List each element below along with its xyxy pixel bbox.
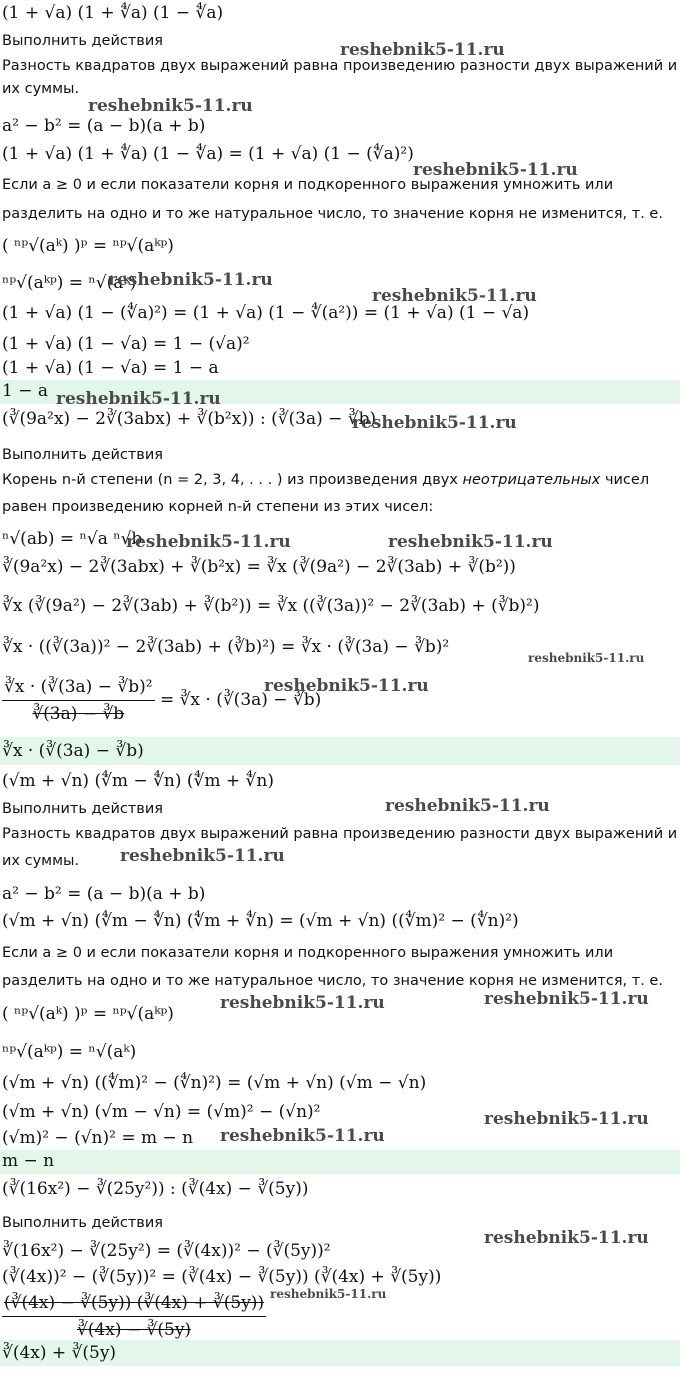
fraction-denominator: ∛(3a) − ∛b xyxy=(32,704,125,724)
formula: ( ⁿᵖ√(aᵏ) )ᵖ = ⁿᵖ√(aᵏᵖ) xyxy=(2,1004,174,1024)
fraction-denominator: ∛(4x) − ∛(5y) xyxy=(77,1320,192,1340)
watermark: reshebnik5-11.ru xyxy=(528,651,645,665)
rule-text-cont: разделить на одно и то же натуральное число, то значение корня не изменится, т. е. xyxy=(2,206,663,222)
fraction xyxy=(2,676,155,725)
solution-step: (√m + √n) (√m − √n) = (√m)² − (√n)² xyxy=(2,1102,321,1122)
fraction-result: = ∛x · (∛(3a) − ∛b) xyxy=(159,690,322,710)
watermark: reshebnik5-11.ru xyxy=(56,389,221,409)
answer: ∛x · (∛(3a) − ∛b) xyxy=(0,737,680,765)
watermark: reshebnik5-11.ru xyxy=(413,160,578,180)
formula: ( ⁿᵖ√(aᵏ) )ᵖ = ⁿᵖ√(aᵏᵖ) xyxy=(2,236,174,256)
solution-step: (1 + √a) (1 − (∜a)²) = (1 + √a) (1 − ∜(a²)) = (1 + √a) (1 − √a) xyxy=(2,303,530,323)
formula: a² − b² = (a − b)(a + b) xyxy=(2,884,206,904)
rule-text-cont: их суммы. xyxy=(2,81,80,97)
formula: a² − b² = (a − b)(a + b) xyxy=(2,116,206,136)
watermark: reshebnik5-11.ru xyxy=(372,286,537,306)
rule-text-part: Корень n-й степени (n = 2, 3, 4, . . . ) из произведения двух xyxy=(2,472,458,488)
instruction-text: Выполнить действия xyxy=(2,33,164,49)
solution-step: ∛(16x²) − ∛(25y²) = (∛(4x))² − (∛(5y))² xyxy=(2,1241,331,1261)
fraction xyxy=(2,1292,266,1341)
solution-step: (1 + √a) (1 − √a) = 1 − (√a)² xyxy=(2,334,250,354)
watermark: reshebnik5-11.ru xyxy=(385,796,550,816)
solution-step: ∛x · ((∛(3a))² − 2∛(3ab) + (∛b)²) = ∛x · (∛(3a) − ∛b)² xyxy=(2,637,450,657)
watermark: reshebnik5-11.ru xyxy=(126,532,291,552)
rule-text: Если a ≥ 0 и если показатели корня и подкоренного выражения умножить или xyxy=(2,177,614,193)
solution-step: ∛(9a²x) − 2∛(3abx) + ∛(b²x) = ∛x (∛(9a²) − 2∛(3ab) + ∛(b²)) xyxy=(2,557,516,577)
solution-step: (√m + √n) ((∜m)² − (∜n)²) = (√m + √n) (√m − √n) xyxy=(2,1073,427,1093)
instruction-text: Выполнить действия xyxy=(2,801,164,817)
solution-step: ∛x (∛(9a²) − 2∛(3ab) + ∛(b²)) = ∛x ((∛(3a))² − 2∛(3ab) + (∛b)²) xyxy=(2,596,540,616)
watermark: reshebnik5-11.ru xyxy=(108,270,273,290)
rule-text-emphasis: неотрицательных xyxy=(462,472,601,488)
watermark: reshebnik5-11.ru xyxy=(88,96,253,116)
formula: ⁿᵖ√(aᵏᵖ) = ⁿ√(aᵏ) xyxy=(2,273,137,293)
fraction-numerator: (∛(4x) − ∛(5y)) (∛(4x) + ∛(5y)) xyxy=(2,1292,266,1317)
watermark: reshebnik5-11.ru xyxy=(484,989,649,1009)
solution-step: (∛(4x))² − (∛(5y))² = (∛(4x) − ∛(5y)) (∛(4x) + ∛(5y)) xyxy=(2,1267,442,1287)
instruction-text: Выполнить действия xyxy=(2,447,164,463)
solution-step: (1 + √a) (1 − √a) = 1 − a xyxy=(2,358,219,378)
rule-text xyxy=(0,471,680,489)
watermark: reshebnik5-11.ru xyxy=(340,40,505,60)
watermark: reshebnik5-11.ru xyxy=(270,1287,387,1301)
expression-title: (∛(16x²) − ∛(25y²)) : (∛(4x) − ∛(5y)) xyxy=(2,1179,309,1199)
rule-text: Разность квадратов двух выражений равна произведению разности двух выражений и xyxy=(2,58,678,74)
solution-step: (√m)² − (√n)² = m − n xyxy=(2,1128,194,1148)
formula: ⁿ√(ab) = ⁿ√a ⁿ√b xyxy=(2,529,143,549)
expression-title: (1 + √a) (1 + ∜a) (1 − ∜a) xyxy=(2,3,224,23)
rule-text-part: чисел xyxy=(604,472,650,488)
watermark: reshebnik5-11.ru xyxy=(220,1126,385,1146)
rule-text: Если a ≥ 0 и если показатели корня и подкоренного выражения умножить или xyxy=(2,945,614,961)
answer: ∛(4x) + ∛(5y) xyxy=(0,1340,680,1366)
solution-step: (1 + √a) (1 + ∜a) (1 − ∜a) = (1 + √a) (1 − (∜a)²) xyxy=(2,144,414,164)
rule-text-cont: их суммы. xyxy=(2,853,80,869)
watermark: reshebnik5-11.ru xyxy=(388,532,553,552)
instruction-text: Выполнить действия xyxy=(2,1215,164,1231)
expression-title: (√m + √n) (∜m − ∜n) (∜m + ∜n) xyxy=(2,771,274,791)
fraction-numerator: ∛x · (∛(3a) − ∛b)² xyxy=(2,676,155,701)
solution-step: (√m + √n) (∜m − ∜n) (∜m + ∜n) = (√m + √n) ((∜m)² − (∜n)²) xyxy=(2,911,519,931)
answer: m − n xyxy=(0,1150,680,1174)
rule-text: Разность квадратов двух выражений равна произведению разности двух выражений и xyxy=(2,826,678,842)
formula: ⁿᵖ√(aᵏᵖ) = ⁿ√(aᵏ) xyxy=(2,1042,137,1062)
watermark: reshebnik5-11.ru xyxy=(264,676,429,696)
watermark: reshebnik5-11.ru xyxy=(120,846,285,866)
expression-title: (∛(9a²x) − 2∛(3abx) + ∛(b²x)) : (∛(3a) − ∛b) xyxy=(2,409,377,429)
watermark: reshebnik5-11.ru xyxy=(484,1228,649,1248)
watermark: reshebnik5-11.ru xyxy=(352,413,517,433)
watermark: reshebnik5-11.ru xyxy=(220,993,385,1013)
rule-text-cont: равен произведению корней n-й степени из этих чисел: xyxy=(2,499,434,515)
rule-text-cont: разделить на одно и то же натуральное число, то значение корня не изменится, т. е. xyxy=(2,973,663,989)
answer: 1 − a xyxy=(0,380,680,404)
watermark: reshebnik5-11.ru xyxy=(484,1109,649,1129)
